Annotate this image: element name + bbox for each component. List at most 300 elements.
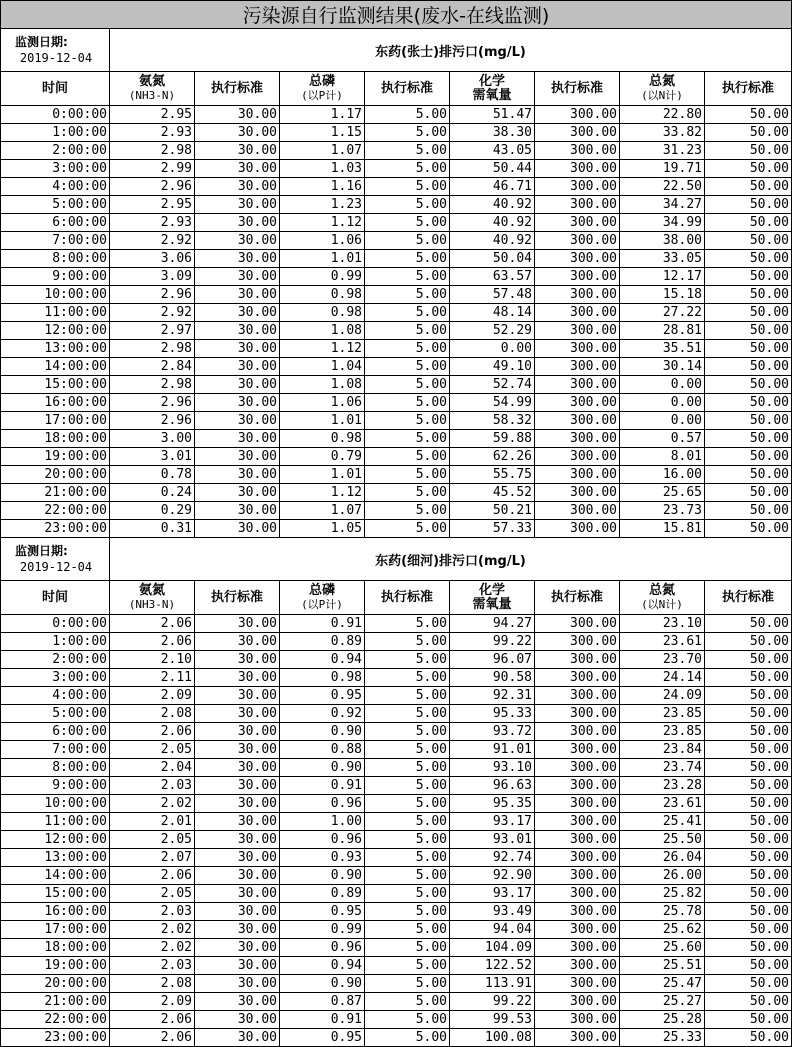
cell-nitrogen: 22.80 (620, 106, 705, 124)
table-row (1, 322, 792, 340)
table-row (1, 777, 792, 795)
cell-time: 10:00:00 (1, 795, 110, 813)
cell-nitrogen: 25.78 (620, 903, 705, 921)
cell-ammonia-standard: 30.00 (195, 268, 280, 286)
cell-time: 22:00:00 (1, 502, 110, 520)
cell-ammonia: 2.84 (110, 358, 195, 376)
cell-cod-standard: 300.00 (535, 813, 620, 831)
cell-time: 20:00:00 (1, 466, 110, 484)
cell-time: 16:00:00 (1, 394, 110, 412)
table-row (1, 939, 792, 957)
header-text: (以N计) (641, 597, 683, 611)
cell-ammonia-standard: 30.00 (195, 939, 280, 957)
cell-cod: 38.30 (450, 124, 535, 142)
cell-phosphorus: 1.08 (280, 376, 365, 394)
header-text: (以N计) (641, 88, 683, 102)
header-nitrogen-standard (705, 72, 792, 106)
cell-nitrogen: 35.51 (620, 340, 705, 358)
cell-ammonia: 0.31 (110, 520, 195, 538)
cell-phosphorus: 0.95 (280, 1029, 365, 1047)
cell-nitrogen-standard: 50.00 (705, 759, 792, 777)
cell-ammonia-standard: 30.00 (195, 376, 280, 394)
section-header-row (1, 538, 792, 581)
cell-nitrogen-standard: 50.00 (705, 1011, 792, 1029)
cell-nitrogen-standard: 50.00 (705, 831, 792, 849)
cell-nitrogen: 25.47 (620, 975, 705, 993)
table-row (1, 615, 792, 633)
cell-cod: 52.29 (450, 322, 535, 340)
table-row (1, 376, 792, 394)
cell-phosphorus-standard: 5.00 (365, 669, 450, 687)
cell-phosphorus-standard: 5.00 (365, 268, 450, 286)
cell-cod-standard: 300.00 (535, 777, 620, 795)
cell-phosphorus-standard: 5.00 (365, 867, 450, 885)
cell-time: 8:00:00 (1, 250, 110, 268)
cell-ammonia: 3.01 (110, 448, 195, 466)
cell-nitrogen: 23.74 (620, 759, 705, 777)
cell-cod: 93.72 (450, 723, 535, 741)
cell-ammonia: 2.04 (110, 759, 195, 777)
cell-nitrogen: 33.82 (620, 124, 705, 142)
cell-nitrogen: 23.84 (620, 741, 705, 759)
cell-nitrogen: 25.28 (620, 1011, 705, 1029)
cell-phosphorus: 1.06 (280, 394, 365, 412)
cell-ammonia: 2.95 (110, 106, 195, 124)
cell-ammonia-standard: 30.00 (195, 723, 280, 741)
cell-cod: 59.88 (450, 430, 535, 448)
cell-phosphorus-standard: 5.00 (365, 633, 450, 651)
cell-cod-standard: 300.00 (535, 1011, 620, 1029)
header-time (1, 581, 110, 615)
cell-phosphorus-standard: 5.00 (365, 687, 450, 705)
cell-nitrogen-standard: 50.00 (705, 520, 792, 538)
cell-cod: 57.48 (450, 286, 535, 304)
cell-phosphorus-standard: 5.00 (365, 250, 450, 268)
outlet-name: 东药(张士)排污口(mg/L) (110, 29, 792, 72)
table-row (1, 633, 792, 651)
table-row (1, 723, 792, 741)
cell-time: 22:00:00 (1, 1011, 110, 1029)
cell-ammonia: 2.03 (110, 957, 195, 975)
header-text: 执行标准 (721, 589, 774, 605)
cell-time: 12:00:00 (1, 831, 110, 849)
cell-ammonia: 3.06 (110, 250, 195, 268)
cell-nitrogen: 34.99 (620, 214, 705, 232)
header-text: 执行标准 (550, 80, 603, 96)
cell-cod-standard: 300.00 (535, 993, 620, 1011)
table-row (1, 358, 792, 376)
cell-cod: 122.52 (450, 957, 535, 975)
cell-ammonia-standard: 30.00 (195, 214, 280, 232)
cell-cod: 104.09 (450, 939, 535, 957)
cell-nitrogen-standard: 50.00 (705, 160, 792, 178)
cell-ammonia: 2.09 (110, 993, 195, 1011)
cell-phosphorus-standard: 5.00 (365, 214, 450, 232)
cell-nitrogen: 27.22 (620, 304, 705, 322)
cell-nitrogen-standard: 50.00 (705, 849, 792, 867)
cell-cod: 94.27 (450, 615, 535, 633)
cell-nitrogen: 25.65 (620, 484, 705, 502)
cell-nitrogen-standard: 50.00 (705, 412, 792, 430)
cell-phosphorus: 1.07 (280, 142, 365, 160)
cell-phosphorus-standard: 5.00 (365, 466, 450, 484)
cell-ammonia: 2.05 (110, 831, 195, 849)
cell-phosphorus: 0.99 (280, 921, 365, 939)
cell-cod: 96.07 (450, 651, 535, 669)
cell-time: 5:00:00 (1, 705, 110, 723)
cell-phosphorus: 0.92 (280, 705, 365, 723)
cell-phosphorus-standard: 5.00 (365, 759, 450, 777)
cell-phosphorus-standard: 5.00 (365, 358, 450, 376)
cell-ammonia-standard: 30.00 (195, 921, 280, 939)
cell-cod-standard: 300.00 (535, 903, 620, 921)
cell-nitrogen-standard: 50.00 (705, 340, 792, 358)
cell-ammonia-standard: 30.00 (195, 340, 280, 358)
cell-nitrogen-standard: 50.00 (705, 358, 792, 376)
cell-cod-standard: 300.00 (535, 849, 620, 867)
section-header-row (1, 29, 792, 72)
cell-nitrogen-standard: 50.00 (705, 286, 792, 304)
header-nitrogen-standard (705, 581, 792, 615)
table-row (1, 921, 792, 939)
cell-cod-standard: 300.00 (535, 669, 620, 687)
cell-time: 19:00:00 (1, 448, 110, 466)
table-row (1, 795, 792, 813)
cell-time: 6:00:00 (1, 214, 110, 232)
cell-nitrogen-standard: 50.00 (705, 903, 792, 921)
cell-cod: 54.99 (450, 394, 535, 412)
cell-phosphorus-standard: 5.00 (365, 795, 450, 813)
header-text: 总磷 (308, 582, 335, 598)
cell-cod: 99.22 (450, 993, 535, 1011)
cell-phosphorus-standard: 5.00 (365, 903, 450, 921)
cell-ammonia: 2.92 (110, 232, 195, 250)
cell-nitrogen-standard: 50.00 (705, 813, 792, 831)
cell-ammonia: 2.08 (110, 705, 195, 723)
cell-ammonia-standard: 30.00 (195, 813, 280, 831)
cell-cod-standard: 300.00 (535, 340, 620, 358)
cell-nitrogen: 16.00 (620, 466, 705, 484)
cell-time: 14:00:00 (1, 867, 110, 885)
table-row (1, 448, 792, 466)
cell-cod: 93.01 (450, 831, 535, 849)
cell-nitrogen-standard: 50.00 (705, 430, 792, 448)
cell-phosphorus: 1.01 (280, 466, 365, 484)
cell-cod: 95.35 (450, 795, 535, 813)
cell-cod-standard: 300.00 (535, 286, 620, 304)
table-row (1, 430, 792, 448)
cell-cod: 99.53 (450, 1011, 535, 1029)
cell-ammonia: 2.06 (110, 867, 195, 885)
cell-nitrogen-standard: 50.00 (705, 376, 792, 394)
cell-ammonia: 2.93 (110, 214, 195, 232)
cell-ammonia: 2.02 (110, 795, 195, 813)
cell-cod-standard: 300.00 (535, 160, 620, 178)
cell-phosphorus: 0.88 (280, 741, 365, 759)
cell-time: 11:00:00 (1, 304, 110, 322)
cell-cod: 93.17 (450, 885, 535, 903)
cell-cod-standard: 300.00 (535, 304, 620, 322)
cell-ammonia-standard: 30.00 (195, 993, 280, 1011)
cell-phosphorus: 0.91 (280, 615, 365, 633)
header-text: 执行标准 (210, 80, 263, 96)
cell-nitrogen: 15.18 (620, 286, 705, 304)
header-text: 时间 (41, 80, 68, 96)
cell-nitrogen: 23.61 (620, 633, 705, 651)
cell-ammonia-standard: 30.00 (195, 160, 280, 178)
table-row (1, 466, 792, 484)
header-text: (以P计) (301, 88, 343, 102)
cell-ammonia-standard: 30.00 (195, 687, 280, 705)
cell-nitrogen: 19.71 (620, 160, 705, 178)
cell-ammonia: 0.29 (110, 502, 195, 520)
cell-ammonia: 2.99 (110, 160, 195, 178)
header-ammonia-standard (195, 581, 280, 615)
cell-phosphorus: 0.94 (280, 651, 365, 669)
table-row (1, 286, 792, 304)
cell-nitrogen-standard: 50.00 (705, 484, 792, 502)
cell-phosphorus-standard: 5.00 (365, 1011, 450, 1029)
cell-phosphorus: 0.79 (280, 448, 365, 466)
cell-ammonia-standard: 30.00 (195, 430, 280, 448)
date-value: 2019-12-04 (19, 51, 93, 65)
cell-nitrogen-standard: 50.00 (705, 1029, 792, 1047)
cell-nitrogen: 28.81 (620, 322, 705, 340)
cell-ammonia: 2.98 (110, 376, 195, 394)
cell-time: 17:00:00 (1, 921, 110, 939)
table-row (1, 232, 792, 250)
cell-time: 9:00:00 (1, 268, 110, 286)
cell-ammonia-standard: 30.00 (195, 502, 280, 520)
cell-cod: 40.92 (450, 214, 535, 232)
cell-ammonia: 2.10 (110, 651, 195, 669)
table-row (1, 160, 792, 178)
cell-nitrogen-standard: 50.00 (705, 921, 792, 939)
header-cod-standard (535, 72, 620, 106)
cell-time: 4:00:00 (1, 178, 110, 196)
cell-phosphorus-standard: 5.00 (365, 520, 450, 538)
table-row (1, 957, 792, 975)
cell-ammonia-standard: 30.00 (195, 1029, 280, 1047)
cell-cod-standard: 300.00 (535, 1029, 620, 1047)
table-row (1, 669, 792, 687)
cell-ammonia-standard: 30.00 (195, 250, 280, 268)
cell-ammonia: 2.02 (110, 939, 195, 957)
table-row (1, 849, 792, 867)
cell-nitrogen-standard: 50.00 (705, 502, 792, 520)
cell-cod: 99.22 (450, 633, 535, 651)
cell-ammonia-standard: 30.00 (195, 124, 280, 142)
cell-ammonia: 2.06 (110, 615, 195, 633)
cell-time: 6:00:00 (1, 723, 110, 741)
cell-nitrogen: 0.00 (620, 394, 705, 412)
table-row (1, 394, 792, 412)
cell-phosphorus: 0.98 (280, 669, 365, 687)
header-text: 执行标准 (210, 589, 263, 605)
column-header-row (1, 581, 792, 615)
cell-ammonia: 2.06 (110, 1029, 195, 1047)
table-row (1, 214, 792, 232)
cell-ammonia: 2.96 (110, 286, 195, 304)
cell-nitrogen-standard: 50.00 (705, 669, 792, 687)
cell-ammonia: 2.03 (110, 777, 195, 795)
cell-phosphorus: 1.08 (280, 322, 365, 340)
table-row (1, 142, 792, 160)
cell-phosphorus-standard: 5.00 (365, 615, 450, 633)
cell-ammonia: 3.09 (110, 268, 195, 286)
cell-nitrogen: 23.85 (620, 723, 705, 741)
cell-cod-standard: 300.00 (535, 142, 620, 160)
cell-ammonia-standard: 30.00 (195, 795, 280, 813)
cell-cod: 93.49 (450, 903, 535, 921)
cell-phosphorus-standard: 5.00 (365, 142, 450, 160)
cell-phosphorus-standard: 5.00 (365, 340, 450, 358)
cell-nitrogen: 15.81 (620, 520, 705, 538)
header-cod (450, 581, 535, 615)
cell-ammonia-standard: 30.00 (195, 651, 280, 669)
cell-phosphorus-standard: 5.00 (365, 813, 450, 831)
cell-nitrogen: 23.70 (620, 651, 705, 669)
cell-cod: 58.32 (450, 412, 535, 430)
cell-nitrogen-standard: 50.00 (705, 867, 792, 885)
cell-cod-standard: 300.00 (535, 466, 620, 484)
header-text: (NH3-N) (128, 597, 176, 611)
cell-ammonia-standard: 30.00 (195, 957, 280, 975)
cell-phosphorus: 0.98 (280, 304, 365, 322)
cell-ammonia-standard: 30.00 (195, 777, 280, 795)
cell-cod-standard: 300.00 (535, 376, 620, 394)
cell-nitrogen: 25.62 (620, 921, 705, 939)
cell-phosphorus: 0.91 (280, 777, 365, 795)
cell-nitrogen-standard: 50.00 (705, 214, 792, 232)
cell-ammonia: 2.05 (110, 885, 195, 903)
cell-nitrogen-standard: 50.00 (705, 304, 792, 322)
cell-phosphorus-standard: 5.00 (365, 885, 450, 903)
cell-ammonia: 2.98 (110, 142, 195, 160)
header-time (1, 72, 110, 106)
cell-ammonia-standard: 30.00 (195, 520, 280, 538)
cell-time: 18:00:00 (1, 430, 110, 448)
cell-time: 3:00:00 (1, 160, 110, 178)
cell-nitrogen-standard: 50.00 (705, 975, 792, 993)
cell-nitrogen-standard: 50.00 (705, 939, 792, 957)
cell-ammonia-standard: 30.00 (195, 831, 280, 849)
cell-time: 4:00:00 (1, 687, 110, 705)
cell-cod: 92.31 (450, 687, 535, 705)
cell-cod: 92.74 (450, 849, 535, 867)
cell-phosphorus: 0.90 (280, 759, 365, 777)
cell-phosphorus: 0.96 (280, 939, 365, 957)
cell-nitrogen: 8.01 (620, 448, 705, 466)
cell-cod-standard: 300.00 (535, 885, 620, 903)
cell-ammonia-standard: 30.00 (195, 885, 280, 903)
cell-phosphorus-standard: 5.00 (365, 304, 450, 322)
cell-cod-standard: 300.00 (535, 651, 620, 669)
cell-nitrogen: 23.61 (620, 795, 705, 813)
cell-nitrogen-standard: 50.00 (705, 142, 792, 160)
cell-cod: 90.58 (450, 669, 535, 687)
table-row (1, 741, 792, 759)
cell-phosphorus: 1.23 (280, 196, 365, 214)
cell-nitrogen: 23.10 (620, 615, 705, 633)
cell-cod: 50.44 (450, 160, 535, 178)
cell-phosphorus-standard: 5.00 (365, 322, 450, 340)
table-row (1, 831, 792, 849)
cell-phosphorus: 1.00 (280, 813, 365, 831)
cell-cod-standard: 300.00 (535, 124, 620, 142)
cell-cod-standard: 300.00 (535, 795, 620, 813)
cell-nitrogen-standard: 50.00 (705, 777, 792, 795)
cell-nitrogen: 30.14 (620, 358, 705, 376)
cell-nitrogen-standard: 50.00 (705, 723, 792, 741)
cell-time: 12:00:00 (1, 322, 110, 340)
page-title: 污染源自行监测结果(废水-在线监测) (1, 1, 792, 29)
cell-phosphorus-standard: 5.00 (365, 124, 450, 142)
cell-nitrogen-standard: 50.00 (705, 993, 792, 1011)
header-text: 总氮 (648, 73, 675, 89)
cell-phosphorus: 0.89 (280, 633, 365, 651)
cell-cod-standard: 300.00 (535, 975, 620, 993)
cell-phosphorus: 0.90 (280, 723, 365, 741)
cell-cod-standard: 300.00 (535, 759, 620, 777)
cell-ammonia-standard: 30.00 (195, 633, 280, 651)
cell-phosphorus: 0.91 (280, 1011, 365, 1029)
cell-nitrogen: 24.14 (620, 669, 705, 687)
cell-nitrogen-standard: 50.00 (705, 705, 792, 723)
cell-time: 7:00:00 (1, 741, 110, 759)
table-row (1, 412, 792, 430)
cell-phosphorus: 0.93 (280, 849, 365, 867)
cell-nitrogen-standard: 50.00 (705, 322, 792, 340)
cell-time: 18:00:00 (1, 939, 110, 957)
cell-nitrogen: 0.00 (620, 376, 705, 394)
cell-time: 13:00:00 (1, 849, 110, 867)
cell-cod: 57.33 (450, 520, 535, 538)
cell-nitrogen: 12.17 (620, 268, 705, 286)
cell-nitrogen-standard: 50.00 (705, 957, 792, 975)
cell-ammonia-standard: 30.00 (195, 705, 280, 723)
cell-cod-standard: 300.00 (535, 520, 620, 538)
table-row (1, 124, 792, 142)
cell-phosphorus: 0.87 (280, 993, 365, 1011)
cell-cod: 94.04 (450, 921, 535, 939)
header-text: 总氮 (648, 582, 675, 598)
cell-nitrogen: 0.00 (620, 412, 705, 430)
cell-nitrogen-standard: 50.00 (705, 795, 792, 813)
table-row (1, 520, 792, 538)
cell-time: 14:00:00 (1, 358, 110, 376)
cell-time: 9:00:00 (1, 777, 110, 795)
cell-cod-standard: 300.00 (535, 502, 620, 520)
header-text: (以P计) (301, 597, 343, 611)
cell-cod: 113.91 (450, 975, 535, 993)
cell-phosphorus-standard: 5.00 (365, 975, 450, 993)
cell-ammonia: 0.78 (110, 466, 195, 484)
cell-nitrogen: 23.28 (620, 777, 705, 795)
cell-ammonia-standard: 30.00 (195, 484, 280, 502)
cell-ammonia-standard: 30.00 (195, 394, 280, 412)
cell-time: 17:00:00 (1, 412, 110, 430)
cell-nitrogen-standard: 50.00 (705, 651, 792, 669)
cell-ammonia-standard: 30.00 (195, 466, 280, 484)
cell-nitrogen: 25.60 (620, 939, 705, 957)
cell-ammonia-standard: 30.00 (195, 286, 280, 304)
cell-nitrogen: 26.00 (620, 867, 705, 885)
cell-ammonia-standard: 30.00 (195, 741, 280, 759)
cell-cod: 93.17 (450, 813, 535, 831)
cell-cod: 40.92 (450, 232, 535, 250)
cell-cod-standard: 300.00 (535, 196, 620, 214)
